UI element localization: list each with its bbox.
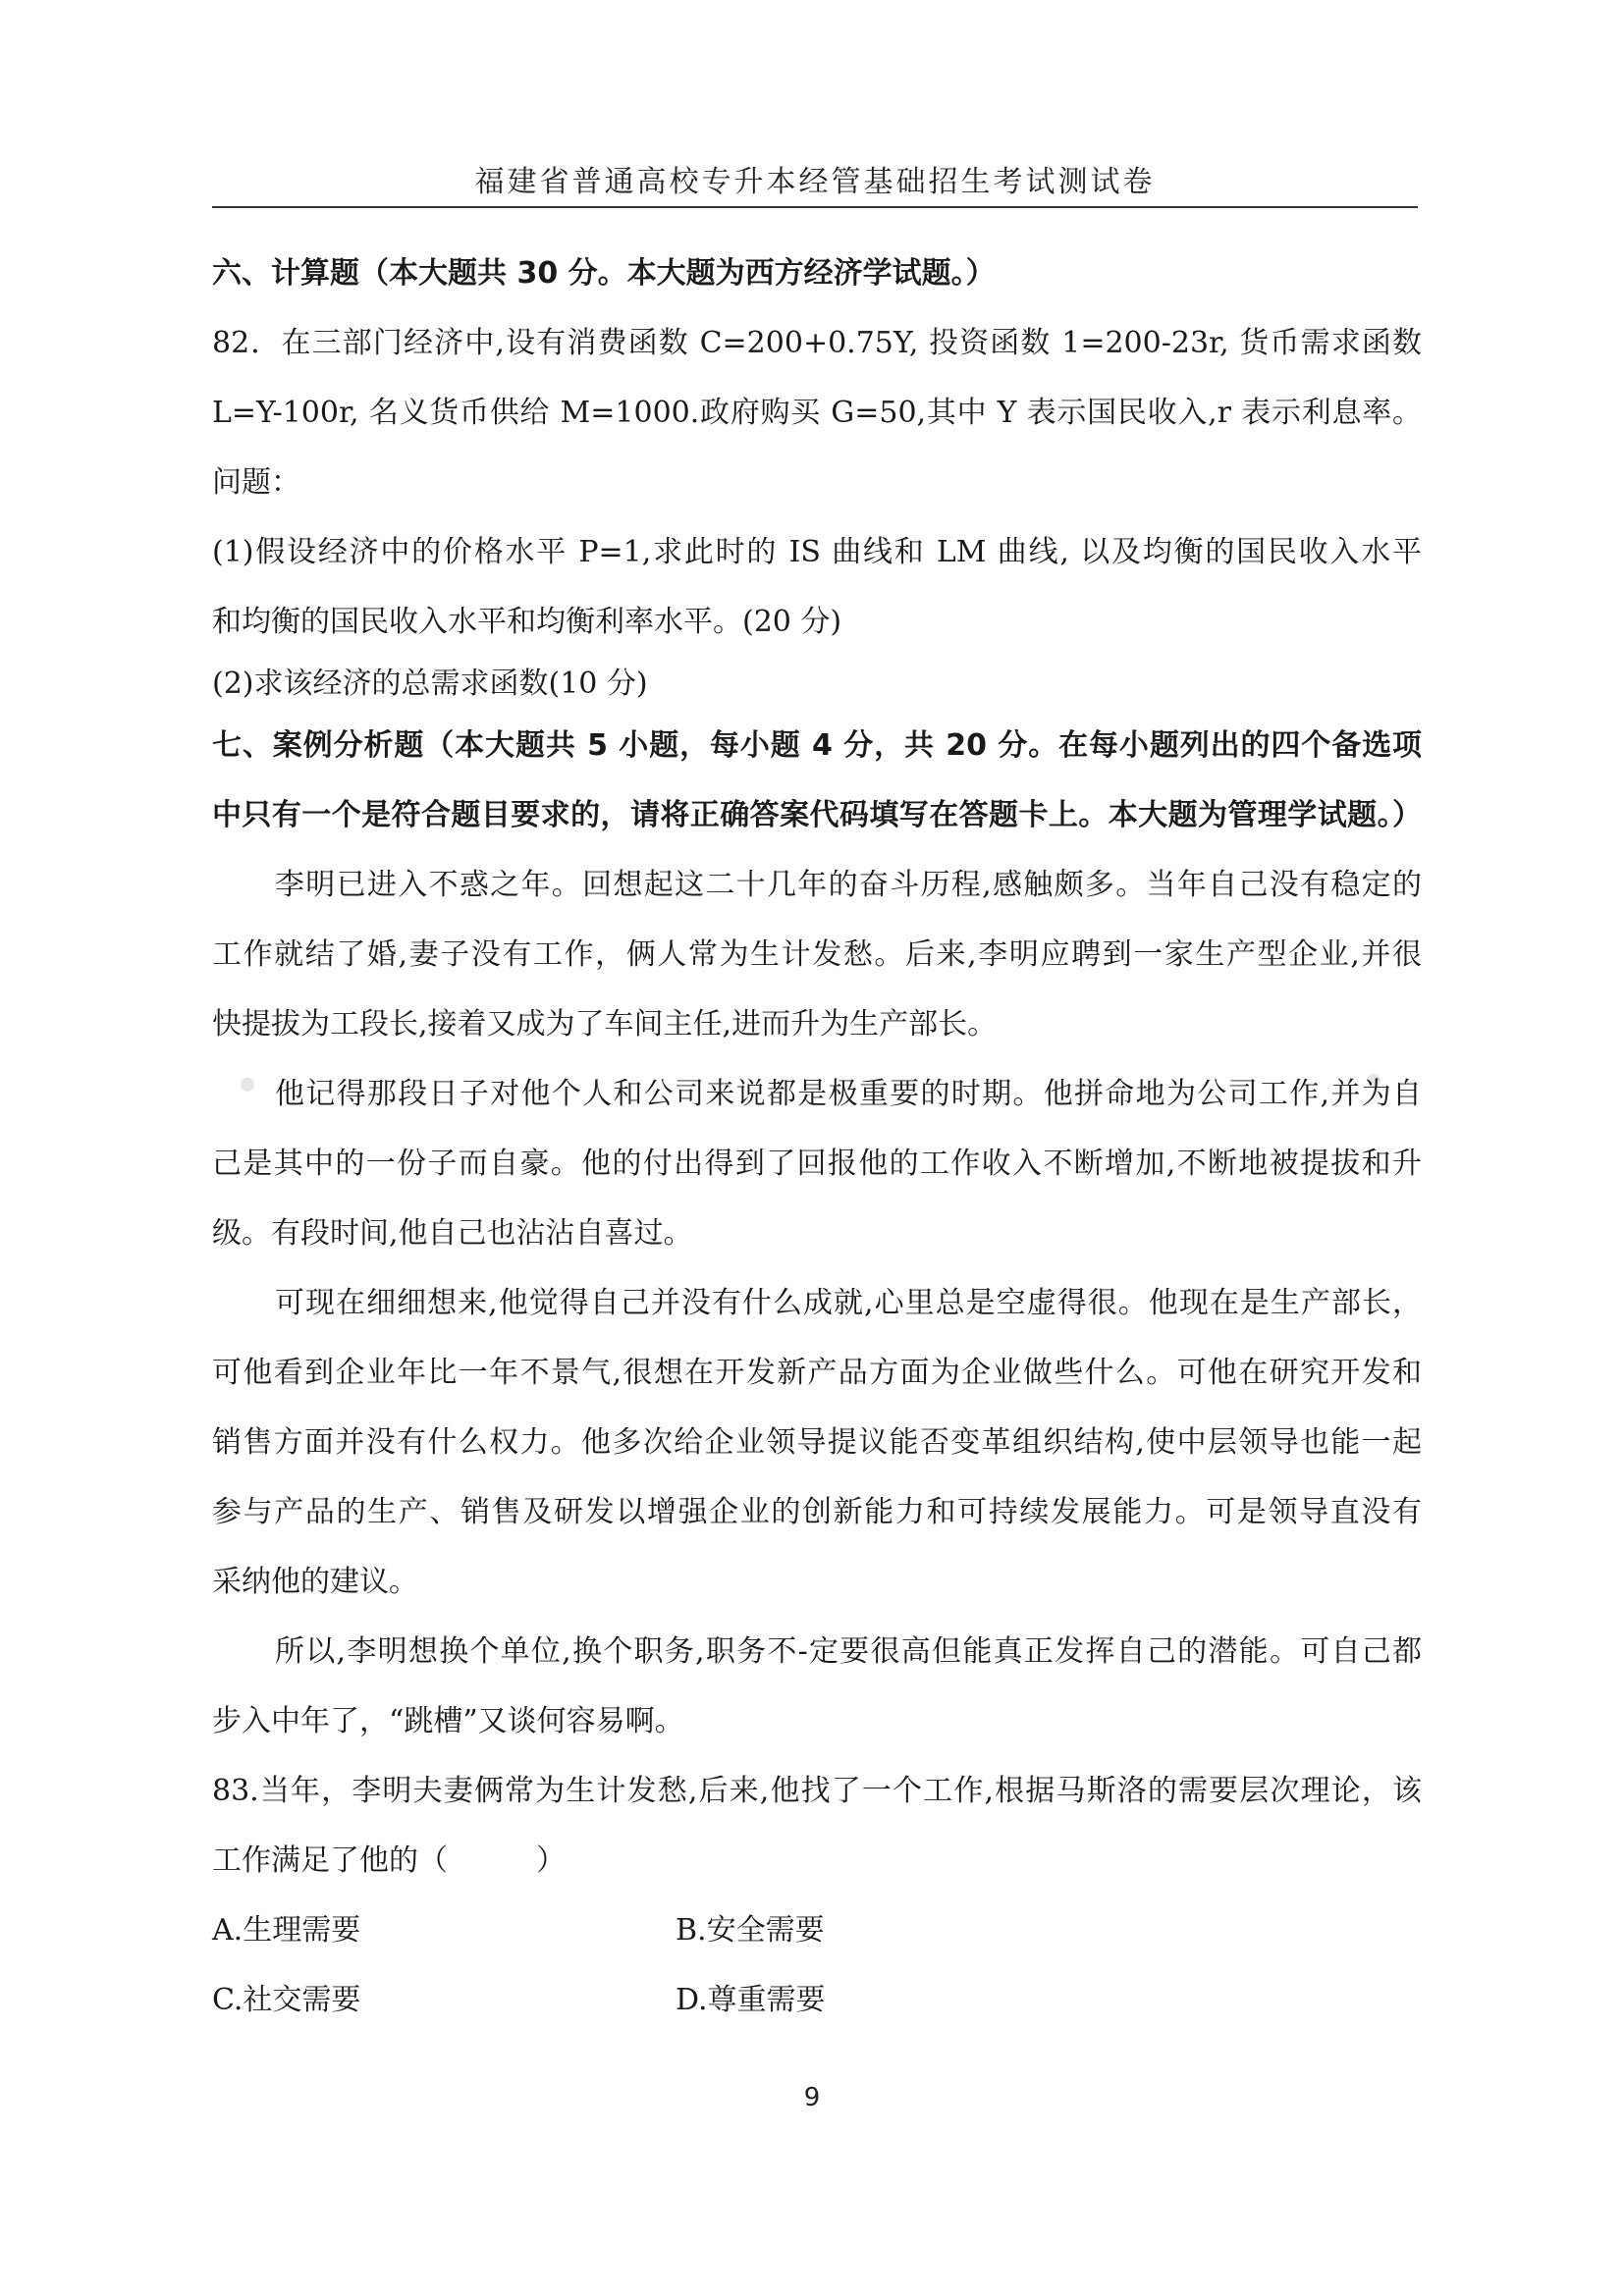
para3-line-2: 可他看到企业年比一年不景气,很想在开发新产品方面为企业做些什么。可他在研究开发和 (212, 1356, 1422, 1390)
q82-line-2: L=Y-100r, 名义货币供给 M=1000.政府购买 G=50,其中 Y 表示国民收入,r 表示利息率。 (212, 396, 1422, 430)
q82-sub2: (2)求该经济的总需求函数(10 分) (212, 667, 648, 701)
q82-line-3: 问题： (212, 465, 300, 500)
q83-options-row-2 (212, 1965, 1422, 2035)
para3-line-1: 可现在细细想来,他觉得自己并没有什么成就,心里总是空虚得很。他现在是生产部长， (275, 1286, 1422, 1320)
q83-line-1: 83.当年，李明夫妻俩常为生计发愁,后来,他找了一个工作,根据马斯洛的需要层次理论，该 (212, 1774, 1422, 1808)
q83-line-2: 工作满足了他的（ ） (212, 1843, 566, 1878)
para1-line-2: 工作就结了婚,妻子没有工作，俩人常为生计发愁。后来,李明应聘到一家生产型企业,并很 (212, 937, 1422, 972)
q83-option-c: C.社交需要 (212, 1983, 361, 2017)
q83-options-row-1 (212, 1896, 1422, 1965)
q83-option-b: B.安全需要 (676, 1913, 825, 1948)
q83-option-a: A.生理需要 (212, 1913, 361, 1948)
page-header-title: 福建省普通高校专升本经管基础招生考试测试卷 (474, 165, 1156, 199)
section-7-heading-line-2: 中只有一个是符合题目要求的，请将正确答案代码填写在答题卡上。本大题为管理学试题。） (212, 798, 1422, 832)
section-6-heading: 六、计算题（本大题共 30 分。本大题为西方经济学试题。） (212, 256, 996, 291)
header-divider (212, 206, 1418, 208)
main-content (212, 239, 1422, 2035)
page-number: 9 (803, 2083, 821, 2112)
para1-line-3: 快提拔为工段长,接着又成为了车间主任,进而升为生产部长。 (212, 1007, 998, 1041)
para3-line-4: 参与产品的生产、销售及研发以增强企业的创新能力和可持续发展能力。可是领导直没有 (212, 1495, 1422, 1529)
q82-sub1-line-2: 和均衡的国民收入水平和均衡利率水平。(20 分) (212, 605, 842, 639)
q83-option-d: D.尊重需要 (676, 1983, 826, 2017)
para4-line-2: 步入中年了，“跳槽”又谈何容易啊。 (212, 1704, 684, 1738)
section-7-heading-line-1: 七、案例分析题（本大题共 5 小题，每小题 4 分，共 20 分。在每小题列出的四个备选项 (212, 728, 1422, 763)
para3-line-5: 采纳他的建议。 (212, 1565, 418, 1599)
para3-line-3: 销售方面并没有什么权力。他多次给企业领导提议能否变革组织结构,使中层领导也能一起 (212, 1425, 1422, 1460)
para2-line-3: 级。有段时间,他自己也沾沾自喜过。 (212, 1216, 693, 1251)
q82-line-1: 82．在三部门经济中,设有消费函数 C=200+0.75Y, 投资函数 1=200-23r, 货币需求函数 (212, 326, 1422, 360)
para2-line-1: 他记得那段日子对他个人和公司来说都是极重要的时期。他拼命地为公司工作,并为自 (275, 1077, 1422, 1111)
q82-sub1-line-1: (1)假设经济中的价格水平 P=1,求此时的 IS 曲线和 LM 曲线, 以及均衡的国民收入水平 (212, 535, 1422, 569)
para1-line-1: 李明已进入不惑之年。回想起这二十几年的奋斗历程,感触颇多。当年自己没有稳定的 (275, 868, 1422, 902)
para2-line-2: 己是其中的一份子而自豪。他的付出得到了回报他的工作收入不断增加,不断地被提拔和升 (212, 1147, 1422, 1181)
para4-line-1: 所以,李明想换个单位,换个职务,职务不-定要很高但能真正发挥自己的潜能。可自己都 (275, 1634, 1422, 1669)
